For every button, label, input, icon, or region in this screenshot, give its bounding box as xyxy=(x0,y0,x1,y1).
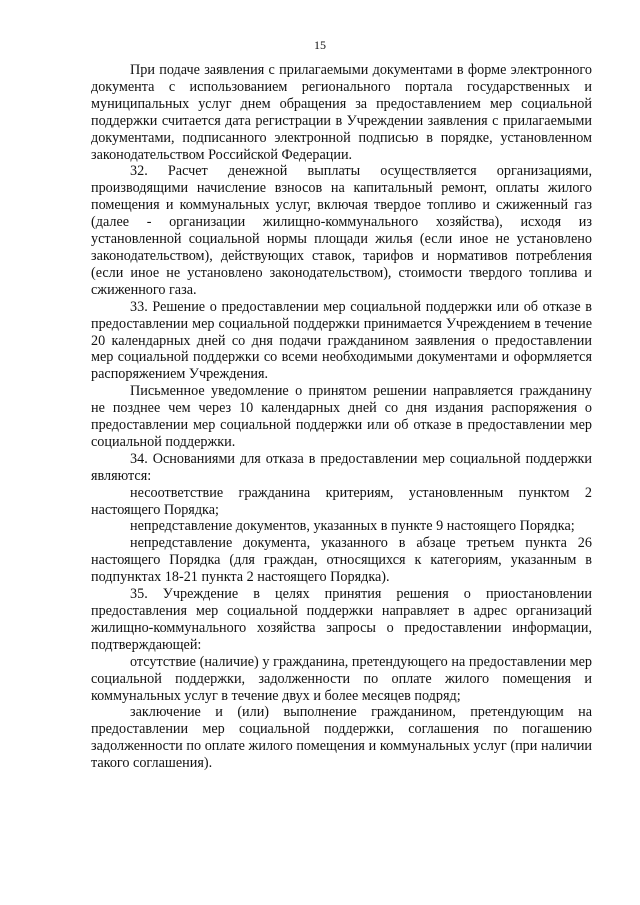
list-item-missing-documents: непредставление документов, указанных в пункте 9 настоящего Порядка; xyxy=(130,518,575,535)
paragraph-written-notice: Письменное уведомление о принятом решении направляется гражданину не позднее чем через 10 календарных дней со дня издания распоряжения о предоставлении мер социальной поддержки или об отказе в предоставлении мер социальной поддержки. xyxy=(91,383,592,450)
paragraph-33-decision: 33. Решение о предоставлении мер социальной поддержки или об отказе в предоставлении мер социальной поддержки принимается Учреждением в течение 20 календарных дней со дня подачи гражданином заявления о предоставлении мер социальной поддержки со всеми необходимыми документами и оформляется распоряжением Учреждения. xyxy=(91,298,592,383)
list-item-debt-status: отсутствие (наличие) у гражданина, претендующего на предоставлении мер социальной поддержки, задолженности по оплате жилого помещения и коммунальных услуг в течение двух и более месяцев подряд; xyxy=(91,653,592,704)
list-item-debt-agreement: заключение и (или) выполнение гражданином, претендующим на предоставлении мер социальной поддержки, соглашения по погашению задолженности по оплате жилого помещения и коммунальных услуг (при наличии такого соглашения). xyxy=(91,704,592,772)
paragraph-32-payment-calculation: 32. Расчет денежной выплаты осуществляется организациями, производящими начисление взносов на капитальный ремонт, оплаты жилого помещения и коммунальных услуг, включая твердое топливо и сжиженный газ (далее - организации жилищно-коммунального хозяйства), исходя из установленной социальной нормы площади жилья (если иное не установлено законодательством), действующих ставок, тарифов и нормативов потребления (если иное не установлено законодательством), стоимости твердого топлива и сжиженного газа. xyxy=(91,163,592,298)
page-number: 15 xyxy=(314,38,326,52)
paragraph-34-refusal-grounds: 34. Основаниями для отказа в предоставлении мер социальной поддержки являются: xyxy=(91,450,592,484)
list-item-missing-document-26: непредставление документа, указанного в абзаце третьем пункта 26 настоящего Порядка (для граждан, относящихся к категориям, указанным в подпунктах 18-21 пункта 2 настоящего Порядка). xyxy=(91,535,592,586)
paragraph-electronic-submission: При подаче заявления с прилагаемыми документами в форме электронного документа с использованием регионального портала государственных и муниципальных услуг днем обращения за предоставлением мер социальной поддержки считается дата регистрации в Учреждении заявления с прилагаемыми документами, подписанного электронной подписью в порядке, установленном законодательством Российской Федерации. xyxy=(91,62,592,163)
paragraph-35-information-requests: 35. Учреждение в целях принятия решения о приостановлении предоставления мер социальной поддержки направляет в адрес организаций жилищно-коммунального хозяйства запросы о предоставлении информации, подтверждающей: xyxy=(91,586,592,653)
list-item-criteria-mismatch: несоответствие гражданина критериям, установленным пунктом 2 настоящего Порядка; xyxy=(91,484,592,518)
document-body xyxy=(91,62,592,772)
